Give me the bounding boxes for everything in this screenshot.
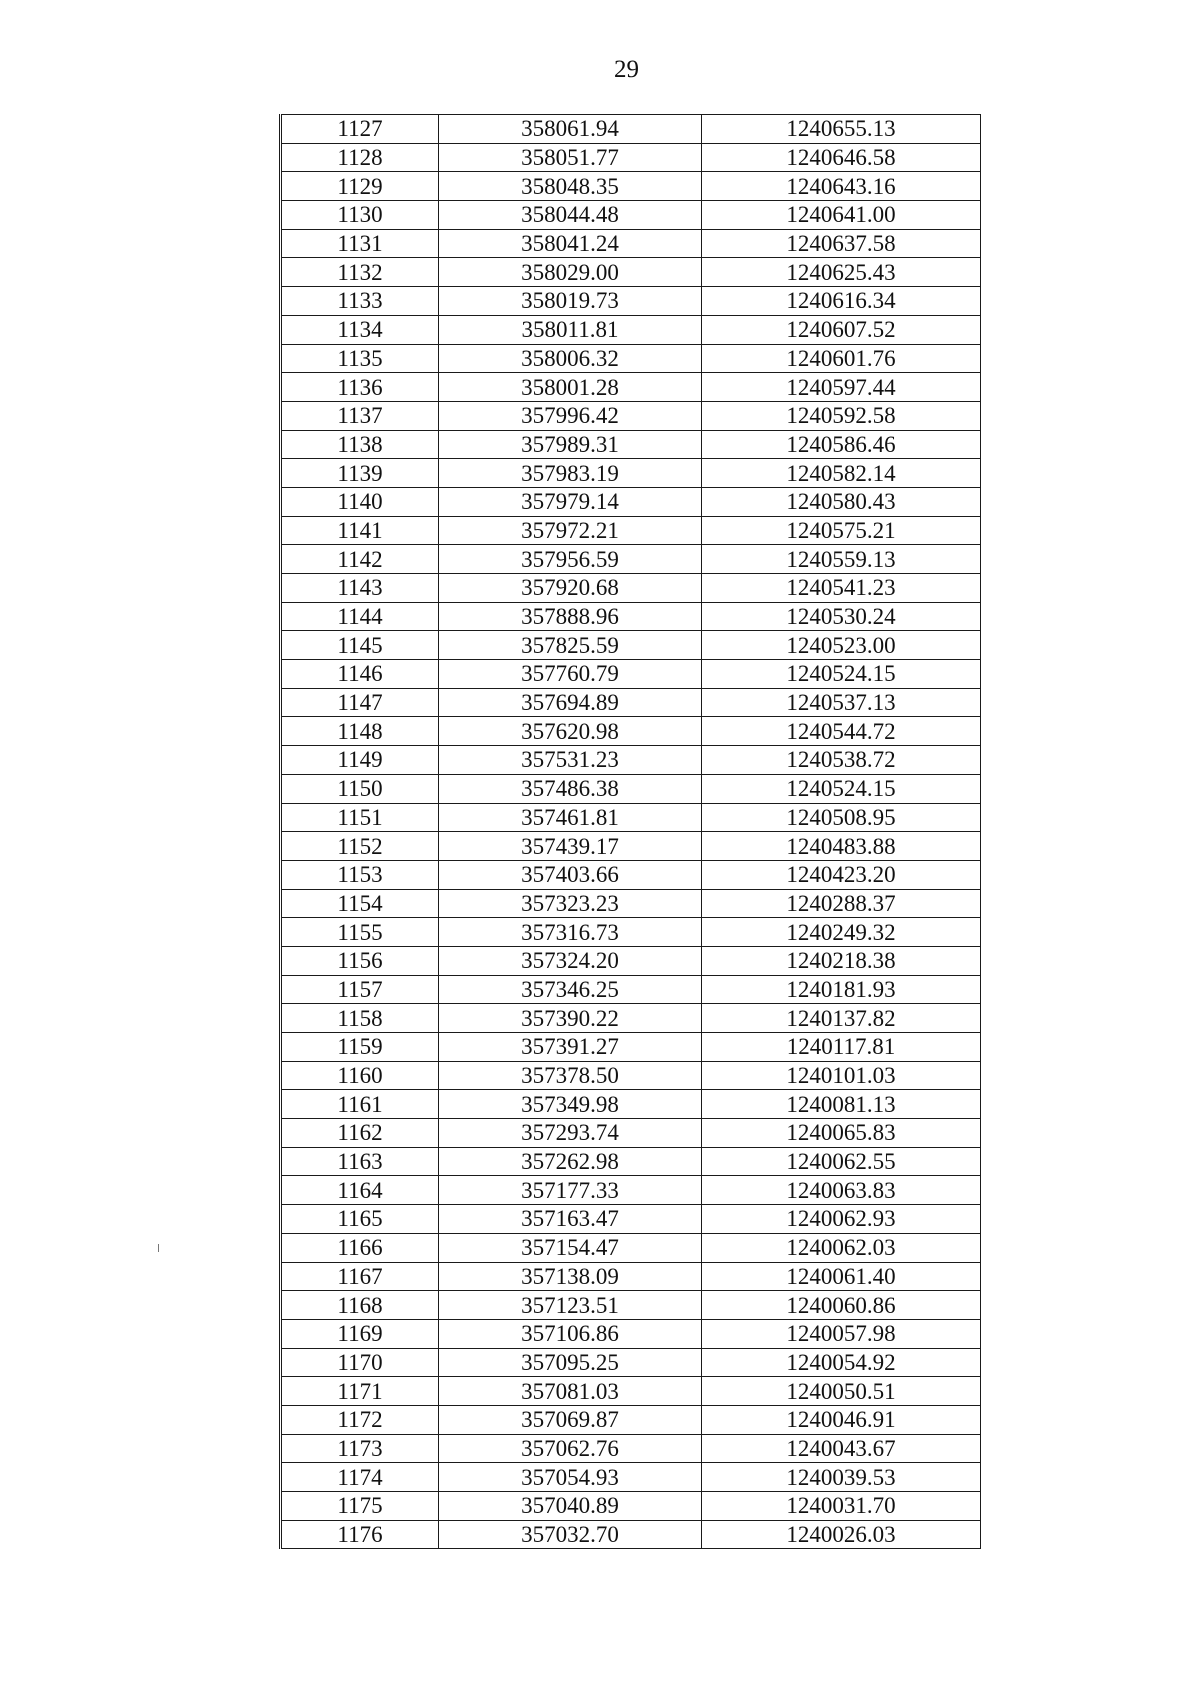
table-row [281, 1176, 981, 1205]
table-row [281, 1119, 981, 1148]
y-coordinate-cell: 1240655.13 [702, 115, 981, 144]
point-number-cell: 1161 [281, 1090, 439, 1119]
table-row [281, 918, 981, 947]
y-coordinate-cell: 1240538.72 [702, 746, 981, 775]
x-coordinate-cell: 357403.66 [439, 860, 702, 889]
point-number-cell: 1153 [281, 860, 439, 889]
table-row [281, 1205, 981, 1234]
point-number-cell: 1147 [281, 688, 439, 717]
table-row [281, 344, 981, 373]
table-row [281, 516, 981, 545]
y-coordinate-cell: 1240181.93 [702, 975, 981, 1004]
x-coordinate-cell: 357390.22 [439, 1004, 702, 1033]
table-row [281, 688, 981, 717]
y-coordinate-cell: 1240580.43 [702, 487, 981, 516]
x-coordinate-cell: 357983.19 [439, 459, 702, 488]
y-coordinate-cell: 1240063.83 [702, 1176, 981, 1205]
point-number-cell: 1143 [281, 574, 439, 603]
x-coordinate-cell: 357461.81 [439, 803, 702, 832]
y-coordinate-cell: 1240050.51 [702, 1377, 981, 1406]
table-row [281, 1520, 981, 1549]
x-coordinate-cell: 357694.89 [439, 688, 702, 717]
x-coordinate-cell: 357095.25 [439, 1348, 702, 1377]
table-row [281, 459, 981, 488]
table-row [281, 373, 981, 402]
y-coordinate-cell: 1240601.76 [702, 344, 981, 373]
point-number-cell: 1132 [281, 258, 439, 287]
table-row [281, 1233, 981, 1262]
y-coordinate-cell: 1240423.20 [702, 860, 981, 889]
x-coordinate-cell: 358019.73 [439, 287, 702, 316]
y-coordinate-cell: 1240646.58 [702, 143, 981, 172]
x-coordinate-cell: 358048.35 [439, 172, 702, 201]
x-coordinate-cell: 357391.27 [439, 1033, 702, 1062]
y-coordinate-cell: 1240137.82 [702, 1004, 981, 1033]
x-coordinate-cell: 357138.09 [439, 1262, 702, 1291]
point-number-cell: 1145 [281, 631, 439, 660]
x-coordinate-cell: 357920.68 [439, 574, 702, 603]
x-coordinate-cell: 357123.51 [439, 1291, 702, 1320]
x-coordinate-cell: 357293.74 [439, 1119, 702, 1148]
y-coordinate-cell: 1240062.55 [702, 1147, 981, 1176]
y-coordinate-cell: 1240062.93 [702, 1205, 981, 1234]
y-coordinate-cell: 1240057.98 [702, 1319, 981, 1348]
point-number-cell: 1142 [281, 545, 439, 574]
y-coordinate-cell: 1240544.72 [702, 717, 981, 746]
table-row [281, 803, 981, 832]
stray-scan-mark [158, 1244, 159, 1252]
table-row [281, 401, 981, 430]
x-coordinate-cell: 357324.20 [439, 946, 702, 975]
x-coordinate-cell: 358041.24 [439, 229, 702, 258]
table-row [281, 487, 981, 516]
y-coordinate-cell: 1240575.21 [702, 516, 981, 545]
x-coordinate-cell: 357486.38 [439, 774, 702, 803]
table-row [281, 287, 981, 316]
table-row [281, 258, 981, 287]
x-coordinate-cell: 357979.14 [439, 487, 702, 516]
x-coordinate-cell: 357825.59 [439, 631, 702, 660]
table-row [281, 1434, 981, 1463]
x-coordinate-cell: 357346.25 [439, 975, 702, 1004]
table-row [281, 430, 981, 459]
table-row [281, 1004, 981, 1033]
page-number: 29 [614, 56, 639, 83]
table-row [281, 315, 981, 344]
table-row [281, 201, 981, 230]
y-coordinate-cell: 1240625.43 [702, 258, 981, 287]
x-coordinate-cell: 357040.89 [439, 1492, 702, 1521]
point-number-cell: 1129 [281, 172, 439, 201]
x-coordinate-cell: 357032.70 [439, 1520, 702, 1549]
table-row [281, 172, 981, 201]
y-coordinate-cell: 1240582.14 [702, 459, 981, 488]
point-number-cell: 1165 [281, 1205, 439, 1234]
y-coordinate-cell: 1240616.34 [702, 287, 981, 316]
y-coordinate-cell: 1240592.58 [702, 401, 981, 430]
point-number-cell: 1168 [281, 1291, 439, 1320]
point-number-cell: 1130 [281, 201, 439, 230]
point-number-cell: 1144 [281, 602, 439, 631]
table-row [281, 1147, 981, 1176]
y-coordinate-cell: 1240541.23 [702, 574, 981, 603]
point-number-cell: 1163 [281, 1147, 439, 1176]
point-number-cell: 1146 [281, 660, 439, 689]
x-coordinate-cell: 358061.94 [439, 115, 702, 144]
y-coordinate-cell: 1240101.03 [702, 1061, 981, 1090]
table-row [281, 115, 981, 144]
point-number-cell: 1138 [281, 430, 439, 459]
x-coordinate-cell: 357062.76 [439, 1434, 702, 1463]
point-number-cell: 1159 [281, 1033, 439, 1062]
table-row [281, 746, 981, 775]
table-row [281, 889, 981, 918]
point-number-cell: 1149 [281, 746, 439, 775]
x-coordinate-cell: 357316.73 [439, 918, 702, 947]
point-number-cell: 1139 [281, 459, 439, 488]
y-coordinate-cell: 1240039.53 [702, 1463, 981, 1492]
y-coordinate-cell: 1240508.95 [702, 803, 981, 832]
point-number-cell: 1127 [281, 115, 439, 144]
table-row [281, 1492, 981, 1521]
y-coordinate-cell: 1240060.86 [702, 1291, 981, 1320]
x-coordinate-cell: 357378.50 [439, 1061, 702, 1090]
point-number-cell: 1174 [281, 1463, 439, 1492]
x-coordinate-cell: 357081.03 [439, 1377, 702, 1406]
point-number-cell: 1158 [281, 1004, 439, 1033]
x-coordinate-cell: 357323.23 [439, 889, 702, 918]
x-coordinate-cell: 357620.98 [439, 717, 702, 746]
point-number-cell: 1137 [281, 401, 439, 430]
point-number-cell: 1171 [281, 1377, 439, 1406]
point-number-cell: 1152 [281, 832, 439, 861]
x-coordinate-cell: 357888.96 [439, 602, 702, 631]
point-number-cell: 1155 [281, 918, 439, 947]
point-number-cell: 1164 [281, 1176, 439, 1205]
table-row [281, 946, 981, 975]
point-number-cell: 1156 [281, 946, 439, 975]
point-number-cell: 1131 [281, 229, 439, 258]
y-coordinate-cell: 1240523.00 [702, 631, 981, 660]
y-coordinate-cell: 1240046.91 [702, 1405, 981, 1434]
x-coordinate-cell: 357106.86 [439, 1319, 702, 1348]
table-row [281, 1348, 981, 1377]
y-coordinate-cell: 1240586.46 [702, 430, 981, 459]
x-coordinate-cell: 358044.48 [439, 201, 702, 230]
y-coordinate-cell: 1240641.00 [702, 201, 981, 230]
table-row [281, 660, 981, 689]
y-coordinate-cell: 1240637.58 [702, 229, 981, 258]
x-coordinate-cell: 357349.98 [439, 1090, 702, 1119]
x-coordinate-cell: 357069.87 [439, 1405, 702, 1434]
x-coordinate-cell: 358029.00 [439, 258, 702, 287]
point-number-cell: 1150 [281, 774, 439, 803]
coordinates-table-body [281, 115, 981, 1549]
point-number-cell: 1134 [281, 315, 439, 344]
table-row [281, 229, 981, 258]
point-number-cell: 1173 [281, 1434, 439, 1463]
x-coordinate-cell: 357154.47 [439, 1233, 702, 1262]
point-number-cell: 1170 [281, 1348, 439, 1377]
y-coordinate-cell: 1240530.24 [702, 602, 981, 631]
y-coordinate-cell: 1240031.70 [702, 1492, 981, 1521]
x-coordinate-cell: 358051.77 [439, 143, 702, 172]
point-number-cell: 1169 [281, 1319, 439, 1348]
x-coordinate-cell: 357054.93 [439, 1463, 702, 1492]
table-row [281, 574, 981, 603]
coordinates-table [279, 114, 981, 1549]
point-number-cell: 1172 [281, 1405, 439, 1434]
point-number-cell: 1136 [281, 373, 439, 402]
table-row [281, 975, 981, 1004]
x-coordinate-cell: 357956.59 [439, 545, 702, 574]
table-row [281, 143, 981, 172]
x-coordinate-cell: 357760.79 [439, 660, 702, 689]
point-number-cell: 1128 [281, 143, 439, 172]
y-coordinate-cell: 1240483.88 [702, 832, 981, 861]
y-coordinate-cell: 1240081.13 [702, 1090, 981, 1119]
table-row [281, 832, 981, 861]
y-coordinate-cell: 1240043.67 [702, 1434, 981, 1463]
point-number-cell: 1176 [281, 1520, 439, 1549]
x-coordinate-cell: 357163.47 [439, 1205, 702, 1234]
table-row [281, 1463, 981, 1492]
x-coordinate-cell: 357177.33 [439, 1176, 702, 1205]
table-row [281, 860, 981, 889]
y-coordinate-cell: 1240643.16 [702, 172, 981, 201]
x-coordinate-cell: 357262.98 [439, 1147, 702, 1176]
y-coordinate-cell: 1240559.13 [702, 545, 981, 574]
table-row [281, 1319, 981, 1348]
x-coordinate-cell: 357972.21 [439, 516, 702, 545]
point-number-cell: 1175 [281, 1492, 439, 1521]
x-coordinate-cell: 358011.81 [439, 315, 702, 344]
point-number-cell: 1157 [281, 975, 439, 1004]
x-coordinate-cell: 357439.17 [439, 832, 702, 861]
point-number-cell: 1140 [281, 487, 439, 516]
table-row [281, 602, 981, 631]
table-row [281, 1405, 981, 1434]
table-row [281, 774, 981, 803]
y-coordinate-cell: 1240524.15 [702, 774, 981, 803]
y-coordinate-cell: 1240537.13 [702, 688, 981, 717]
y-coordinate-cell: 1240607.52 [702, 315, 981, 344]
table-row [281, 631, 981, 660]
point-number-cell: 1162 [281, 1119, 439, 1148]
point-number-cell: 1167 [281, 1262, 439, 1291]
table-row [281, 1262, 981, 1291]
point-number-cell: 1133 [281, 287, 439, 316]
y-coordinate-cell: 1240061.40 [702, 1262, 981, 1291]
point-number-cell: 1154 [281, 889, 439, 918]
x-coordinate-cell: 358006.32 [439, 344, 702, 373]
table-row [281, 1033, 981, 1062]
y-coordinate-cell: 1240597.44 [702, 373, 981, 402]
y-coordinate-cell: 1240054.92 [702, 1348, 981, 1377]
table-row [281, 1291, 981, 1320]
point-number-cell: 1151 [281, 803, 439, 832]
x-coordinate-cell: 357531.23 [439, 746, 702, 775]
y-coordinate-cell: 1240288.37 [702, 889, 981, 918]
table-row [281, 1061, 981, 1090]
y-coordinate-cell: 1240218.38 [702, 946, 981, 975]
table-row [281, 1377, 981, 1406]
table-row [281, 545, 981, 574]
x-coordinate-cell: 358001.28 [439, 373, 702, 402]
x-coordinate-cell: 357996.42 [439, 401, 702, 430]
y-coordinate-cell: 1240065.83 [702, 1119, 981, 1148]
point-number-cell: 1141 [281, 516, 439, 545]
point-number-cell: 1166 [281, 1233, 439, 1262]
point-number-cell: 1135 [281, 344, 439, 373]
y-coordinate-cell: 1240524.15 [702, 660, 981, 689]
table-row [281, 1090, 981, 1119]
point-number-cell: 1160 [281, 1061, 439, 1090]
table-row [281, 717, 981, 746]
y-coordinate-cell: 1240117.81 [702, 1033, 981, 1062]
x-coordinate-cell: 357989.31 [439, 430, 702, 459]
point-number-cell: 1148 [281, 717, 439, 746]
y-coordinate-cell: 1240062.03 [702, 1233, 981, 1262]
y-coordinate-cell: 1240249.32 [702, 918, 981, 947]
y-coordinate-cell: 1240026.03 [702, 1520, 981, 1549]
